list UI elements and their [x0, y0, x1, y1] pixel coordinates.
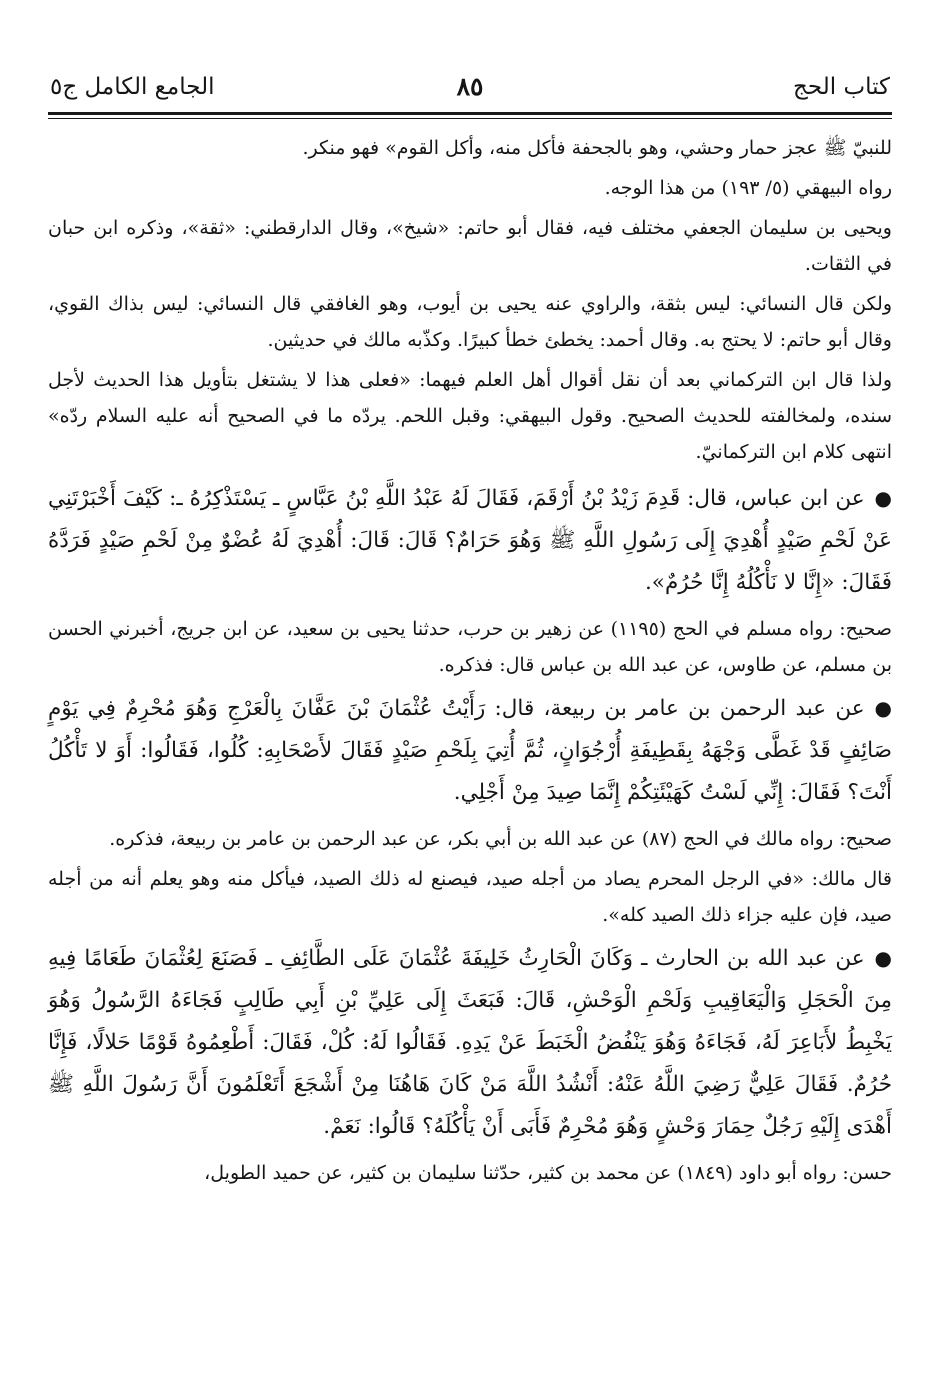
malik-comment: قال مالك: «في الرجل المحرم يصاد من أجله صيد، فيصنع له ذلك الصيد، فيأكل منه وهو يعلم أنه من أجله صيد، فإن عليه جزاء ذلك الصيد كله». — [48, 868, 892, 926]
bullet-icon: ● — [874, 486, 892, 510]
paragraph-1: للنبيّ ﷺ عجز حمار وحشي، وهو بالجحفة فأكل منه، وأكل القوم» فهو منكر. — [302, 137, 892, 159]
page-body — [48, 130, 892, 1191]
takhrij-3: حسن: رواه أبو داود (١٨٤٩) عن محمد بن كثير، حدّثنا سليمان بن كثير، عن حميد الطويل، — [204, 1162, 892, 1184]
hadith-2 — [48, 687, 892, 814]
hadith-3 — [48, 937, 892, 1148]
paragraph-2: رواه البيهقي (٥/ ١٩٣) من هذا الوجه. — [604, 177, 892, 199]
bullet-icon: ● — [874, 696, 892, 720]
page-header — [50, 66, 890, 110]
takhrij-1: صحيح: رواه مسلم في الحج (١١٩٥) عن زهير بن حرب، حدثنا يحيى بن سعيد، عن ابن جريج، أخبرني الحسن بن مسلم، عن طاوس، عن عبد الله بن عباس قال: فذكره. — [48, 618, 892, 676]
paragraph-4: ولكن قال النسائي: ليس بثقة، والراوي عنه يحيى بن أيوب، وهو الغافقي قال النسائي: ليس بذاك القوي، وقال أبو حاتم: لا يحتج به. وقال أحمد: يخطئ خطأ كبيرًا. وكذّبه مالك في حديثين. — [48, 293, 892, 351]
hadith-1-text: عن ابن عباس، قال: قَدِمَ زَيْدُ بْنُ أَرْقَمَ، فَقَالَ لَهُ عَبْدُ اللَّهِ بْنُ عَبَّاسٍ ـ يَسْتَذْكِرُهُ ـ: كَيْفَ أَخْبَرْتَنِي عَنْ لَحْمِ صَيْدٍ أُهْدِيَ إِلَى رَسُولِ اللَّهِ ﷺ وَهُوَ حَرَامٌ؟ قَالَ: قَالَ: أُهْدِيَ لَهُ عُضْوٌ مِنْ لَحْمِ صَيْدٍ فَرَدَّهُ فَقَالَ: «إِنَّا لا نَأْكُلُهُ إِنَّا حُرُمٌ». — [48, 486, 892, 595]
bullet-icon: ● — [874, 946, 892, 970]
hadith-2-text: عن عبد الرحمن بن عامر بن ربيعة، قال: رَأَيْتُ عُثْمَانَ بْنَ عَفَّانَ بِالْعَرْجِ وَهُوَ مُحْرِمٌ فِي يَوْمٍ صَائِفٍ قَدْ غَطَّى وَجْهَهُ بِقَطِيفَةِ أُرْجُوَانٍ، ثُمَّ أُتِيَ بِلَحْمِ صَيْدٍ فَقَالَ لأَصْحَابِهِ: كُلُوا، فَقَالُوا: أَوَ لا تَأْكُلُ أَنْتَ؟ فَقَالَ: إِنِّي لَسْتُ كَهَيْئَتِكُمْ إِنَّمَا صِيدَ مِنْ أَجْلِي. — [48, 696, 892, 805]
hadith-3-text: عن عبد الله بن الحارث ـ وَكَانَ الْحَارِثُ خَلِيفَةَ عُثْمَانَ عَلَى الطَّائِفِ ـ فَصَنَعَ لِعُثْمَانَ طَعَامًا فِيهِ مِنَ الْحَجَلِ وَالْيَعَاقِيبِ وَلَحْمِ الْوَحْشِ، قَالَ: فَبَعَثَ إِلَى عَلِيِّ بْنِ أَبِي طَالِبٍ فَجَاءَهُ الرَّسُولُ وَهُوَ يَخْبِطُ لأَبَاعِرَ لَهُ، فَجَاءَهُ وَهُوَ يَنْفُضُ الْخَبَطَ عَنْ يَدِهِ. فَقَالُوا لَهُ: كُلْ، فَقَالَ: أَطْعِمُوهُ قَوْمًا حَلالًا، فَإِنَّا حُرُمٌ. فَقَالَ عَلِيٌّ رَضِيَ اللَّهُ عَنْهُ: أَنْشُدُ اللَّهَ مَنْ كَانَ هَاهُنَا مِنْ أَشْجَعَ أَتَعْلَمُونَ أَنَّ رَسُولَ اللَّهِ ﷺ أَهْدَى إِلَيْهِ رَجُلٌ حِمَارَ وَحْشٍ وَهُوَ مُحْرِمٌ فَأَبَى أَنْ يَأْكُلَهُ؟ قَالُوا: نَعَمْ. — [48, 946, 892, 1139]
header-rule-thick — [48, 112, 892, 115]
header-rule-thin — [48, 118, 892, 119]
paragraph-5: ولذا قال ابن التركماني بعد أن نقل أقوال أهل العلم فيهما: «فعلى هذا لا يشتغل بتأويل هذا الحديث لأجل سنده، ولمخالفته للحديث الصحيح. وقول البيهقي: وقبل اللحم. يردّه ما في الصحيح أنه عليه السلام ردّه» انتهى كلام ابن التركمانيّ. — [48, 369, 892, 463]
hadith-1 — [48, 477, 892, 604]
paragraph-3: ويحيى بن سليمان الجعفي مختلف فيه، فقال أبو حاتم: «شيخ»، وقال الدارقطني: «ثقة»، وذكره ابن حبان في الثقات. — [48, 217, 892, 275]
header-section-title: كتاب الحج — [793, 74, 890, 100]
takhrij-2: صحيح: رواه مالك في الحج (٨٧) عن عبد الله بن أبي بكر، عن عبد الرحمن بن عامر بن ربيعة، فذكره. — [109, 828, 892, 850]
page-number: ٨٥ — [456, 72, 484, 101]
header-book-title: الجامع الكامل ج٥ — [50, 74, 215, 100]
